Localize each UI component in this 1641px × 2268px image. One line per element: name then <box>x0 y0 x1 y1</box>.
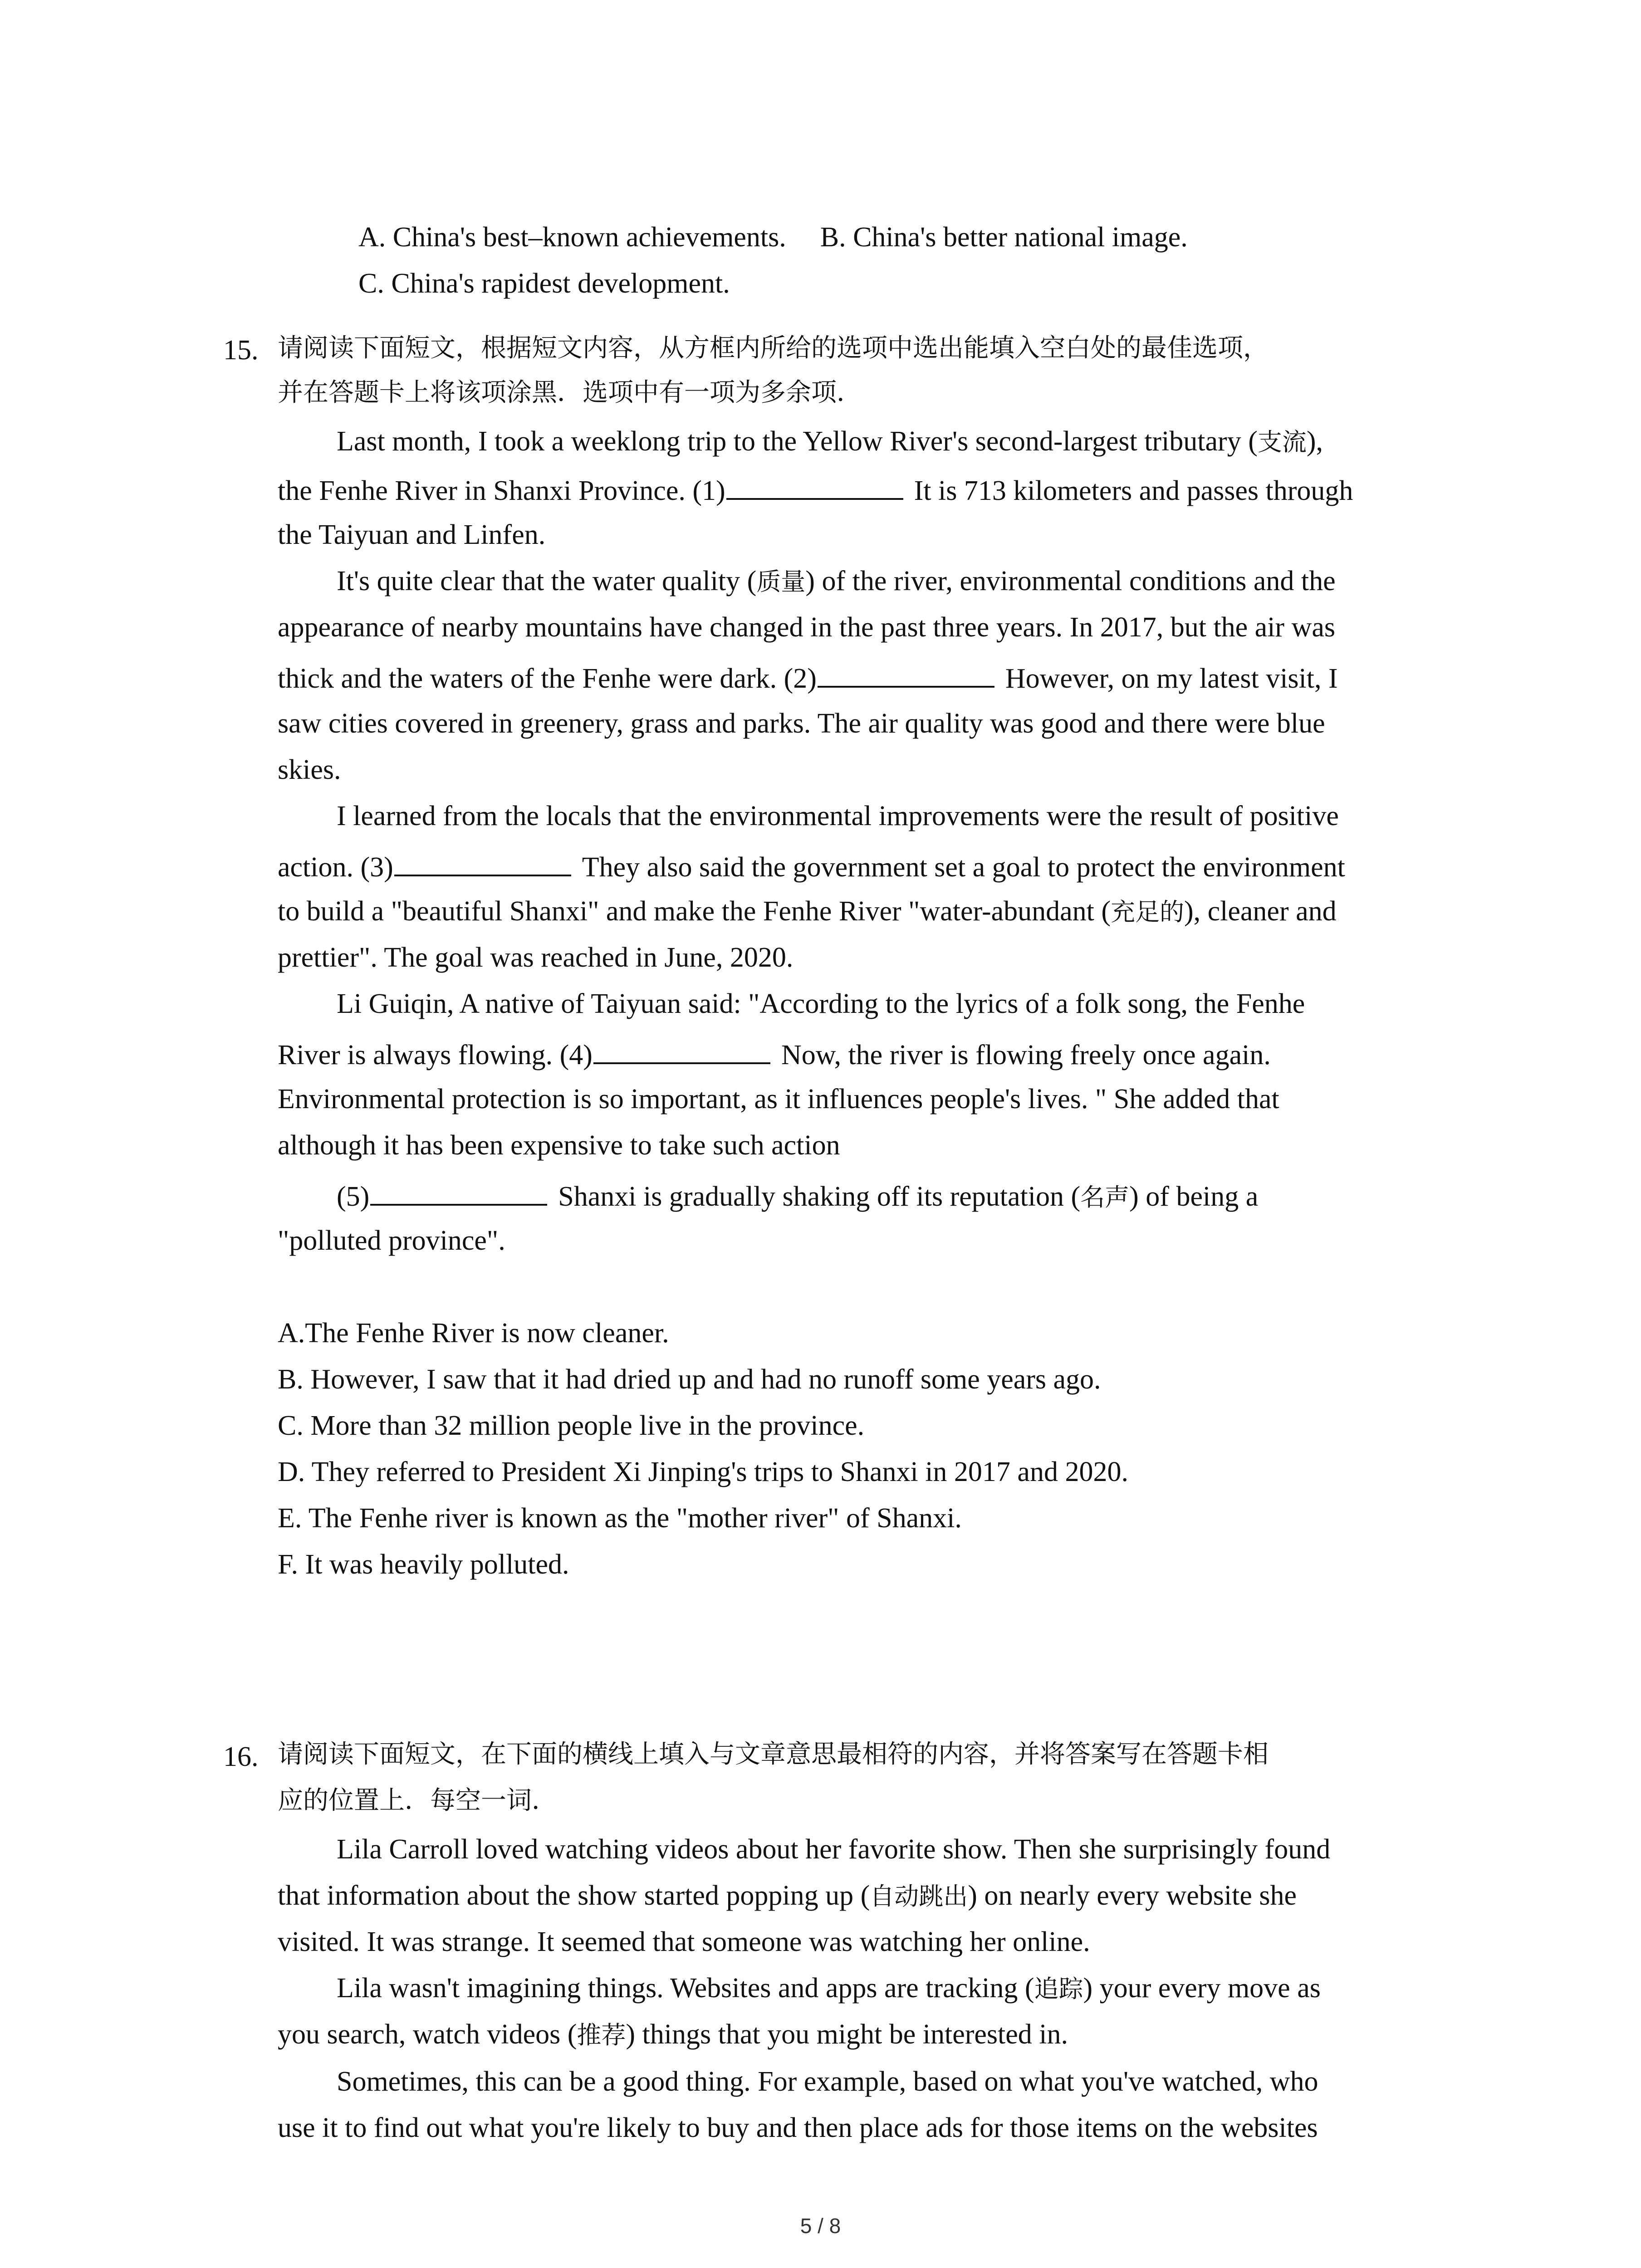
q14-option-b: B. China's better national image. <box>820 222 1188 253</box>
q16-p3-line-2: use it to find out what you're likely to buy and then place ads for those items on the websites <box>278 2112 1318 2143</box>
q15-p2-line-3: thick and the waters of the Fenhe were dark. (2) However, on my latest visit, I <box>278 663 1338 694</box>
q16-p3-line-1: Sometimes, this can be a good thing. For example, based on what you've watched, who <box>337 2066 1318 2097</box>
q15-blank-3[interactable] <box>394 851 571 876</box>
q16-p1-line-2: that information about the show started popping up (自动跳出) on nearly every website she <box>278 1880 1297 1911</box>
q14-option-a: A. China's best–known achievements. <box>358 222 786 253</box>
q15-p3-line-4: prettier". The goal was reached in June, 2020. <box>278 942 794 973</box>
q15-p3-line-1: I learned from the locals that the environmental improvements were the result of positive <box>337 801 1339 831</box>
q16-p2-line-2: you search, watch videos (推荐) things that you might be interested in. <box>278 2019 1068 2050</box>
q16-instruction-line-1: 请阅读下面短文，在下面的横线上填入与文章意思最相符的内容，并将答案写在答题卡相 <box>278 1740 1269 1769</box>
q16-instruction-line-2: 应的位置上．每空一词． <box>278 1786 557 1815</box>
q15-p3-line-3: to build a "beautiful Shanxi" and make the Fenhe River "water-abundant (充足的), cleaner and <box>278 896 1337 927</box>
q15-p3-line-2: action. (3) They also said the government set a goal to protect the environment <box>278 852 1345 883</box>
q15-p1-line-1: Last month, I took a weeklong trip to the Yellow River's second-largest tributary (支流), <box>337 426 1323 457</box>
q15-instruction-line-2: 并在答题卡上将该项涂黑．选项中有一项为多余项． <box>278 378 862 407</box>
q15-blank-2[interactable] <box>818 662 994 688</box>
q15-option-e: E. The Fenhe river is known as the "mother river" of Shanxi. <box>278 1503 962 1534</box>
q15-blank-1[interactable] <box>726 474 903 500</box>
q15-blank-5[interactable] <box>370 1180 547 1206</box>
q15-blank-4[interactable] <box>593 1039 770 1064</box>
q15-p4-line-4: although it has been expensive to take such action <box>278 1130 840 1161</box>
q15-p2-line-5: skies. <box>278 754 341 785</box>
q15-p5-line-2: "polluted province". <box>278 1225 505 1256</box>
q15-p2-line-1: It's quite clear that the water quality (质量) of the river, environmental conditions and the <box>337 566 1336 596</box>
q15-option-d: D. They referred to President Xi Jinping's trips to Shanxi in 2017 and 2020. <box>278 1457 1128 1487</box>
q15-p1-line-3: the Taiyuan and Linfen. <box>278 519 546 550</box>
q15-p2-line-2: appearance of nearby mountains have changed in the past three years. In 2017, but the air was <box>278 612 1335 643</box>
q14-option-row-1 <box>358 223 1188 251</box>
q15-p2-line-4: saw cities covered in greenery, grass and parks. The air quality was good and there were blue <box>278 708 1325 739</box>
q15-instruction-line-1: 请阅读下面短文，根据短文内容，从方框内所给的选项中选出能填入空白处的最佳选项， <box>278 333 1269 363</box>
q15-option-f: F. It was heavily polluted. <box>278 1549 569 1580</box>
q15-option-c: C. More than 32 million people live in the province. <box>278 1410 865 1441</box>
q15-p4-line-3: Environmental protection is so important, as it influences people's lives. " She added that <box>278 1084 1279 1114</box>
q15-p1-line-2: the Fenhe River in Shanxi Province. (1) It is 713 kilometers and passes through <box>278 475 1353 506</box>
q16-p1-line-3: visited. It was strange. It seemed that someone was watching her online. <box>278 1926 1090 1957</box>
q16-number: 16. <box>223 1741 259 1772</box>
q15-p4-line-1: Li Guiqin, A native of Taiyuan said: "According to the lyrics of a folk song, the Fenhe <box>337 988 1305 1019</box>
q15-number: 15. <box>223 335 259 366</box>
q16-p2-line-1: Lila wasn't imagining things. Websites and apps are tracking (追踪) your every move as <box>337 1973 1321 2004</box>
page-number: 5 / 8 <box>800 2214 841 2238</box>
q15-option-b: B. However, I saw that it had dried up and had no runoff some years ago. <box>278 1364 1101 1395</box>
q15-p5-line-1: (5) Shanxi is gradually shaking off its reputation (名声) of being a <box>337 1181 1259 1212</box>
q15-option-a: A.The Fenhe River is now cleaner. <box>278 1318 669 1349</box>
q15-p4-line-2: River is always flowing. (4) Now, the river is flowing freely once again. <box>278 1040 1271 1070</box>
q14-option-c: C. China's rapidest development. <box>358 268 730 299</box>
q16-p1-line-1: Lila Carroll loved watching videos about her favorite show. Then she surprisingly found <box>337 1834 1331 1865</box>
